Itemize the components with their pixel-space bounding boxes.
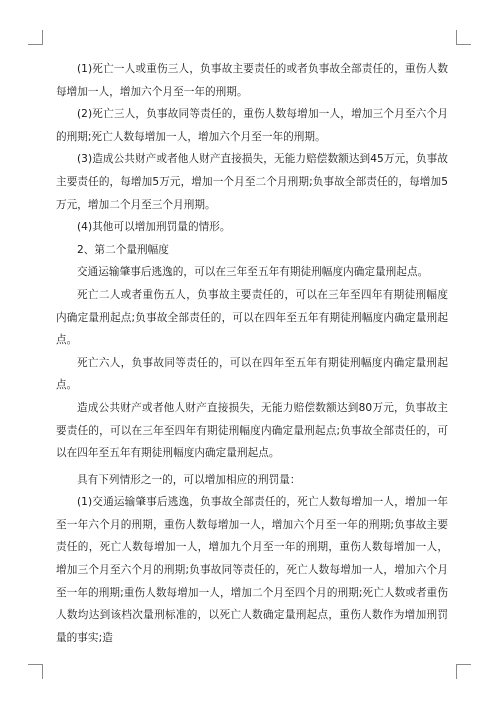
paragraph: 死亡六人，负事故同等责任的，可以在四年至五年有期徒刑幅度内确定量刑起点。	[56, 356, 448, 392]
crop-mark-bottom-right	[456, 664, 471, 679]
paragraph: 死亡二人或者重伤五人，负事故主要责任的，可以在三年至四年有期徒刑幅度内确定量刑起点;负事故全部责任的，可以在四年至五年有期徒刑幅度内确定量刑起点。	[56, 288, 448, 347]
crop-mark-top-left	[28, 30, 43, 45]
paragraph: 交通运输肇事后逃逸的，可以在三年至五年有期徒刑幅度内确定量刑起点。	[77, 266, 429, 279]
crop-mark-top-right	[456, 30, 471, 45]
paragraph: (1)交通运输肇事后逃逸，负事故全部责任的，死亡人数每增加一人，增加一年至一年六个月的刑期，重伤人数每增加一人，增加六个月至一年的刑期;负事故主要责任的，死亡人数每增加一人，增加九个月至一年的刑期，重伤人数每增加一人，增加三个月至六个月的刑期;负事故同等责任的，死亡人数每增加一人，增加六个月至一年的刑期;重伤人数每增加一人，增加二个月至四个月的刑期;死亡人数或者重伤人数均达到该档次量刑标准的，以死亡人数确定量刑起点，重伤人数作为增加刑罚量的事实;造	[56, 496, 448, 644]
document-body	[56, 58, 448, 649]
paragraph: 具有下列情形之一的，可以增加相应的刑罚量：	[77, 473, 301, 486]
paragraph: 造成公共财产或者他人财产直接损失，无能力赔偿数额达到80万元，负事故主要责任的，可以在三年至四年有期徒刑幅度内确定量刑起点;负事故全部责任的，可以在四年至五年有期徒刑幅度内确定量刑起点。	[56, 401, 448, 460]
paragraph: (2)死亡三人，负事故同等责任的，重伤人数每增加一人，增加三个月至六个月的刑期;死亡人数每增加一人，增加六个月至一年的刑期。	[56, 108, 448, 143]
crop-mark-bottom-left	[28, 664, 43, 679]
section-heading: 2、第二个量刑幅度	[77, 243, 169, 256]
paragraph: (1)死亡一人或重伤三人，负事故主要责任的或者负事故全部责任的，重伤人数每增加一人，增加六个月至一年的刑期。	[56, 63, 448, 98]
paragraph: (4)其他可以增加刑罚量的情形。	[77, 221, 231, 234]
paragraph: (3)造成公共财产或者他人财产直接损失，无能力赔偿数额达到45万元，负事故主要责任的，每增加5万元，增加一个月至二个月刑期;负事故全部责任的，每增加5万元，增加二个月至三个月刑期。	[56, 153, 448, 211]
